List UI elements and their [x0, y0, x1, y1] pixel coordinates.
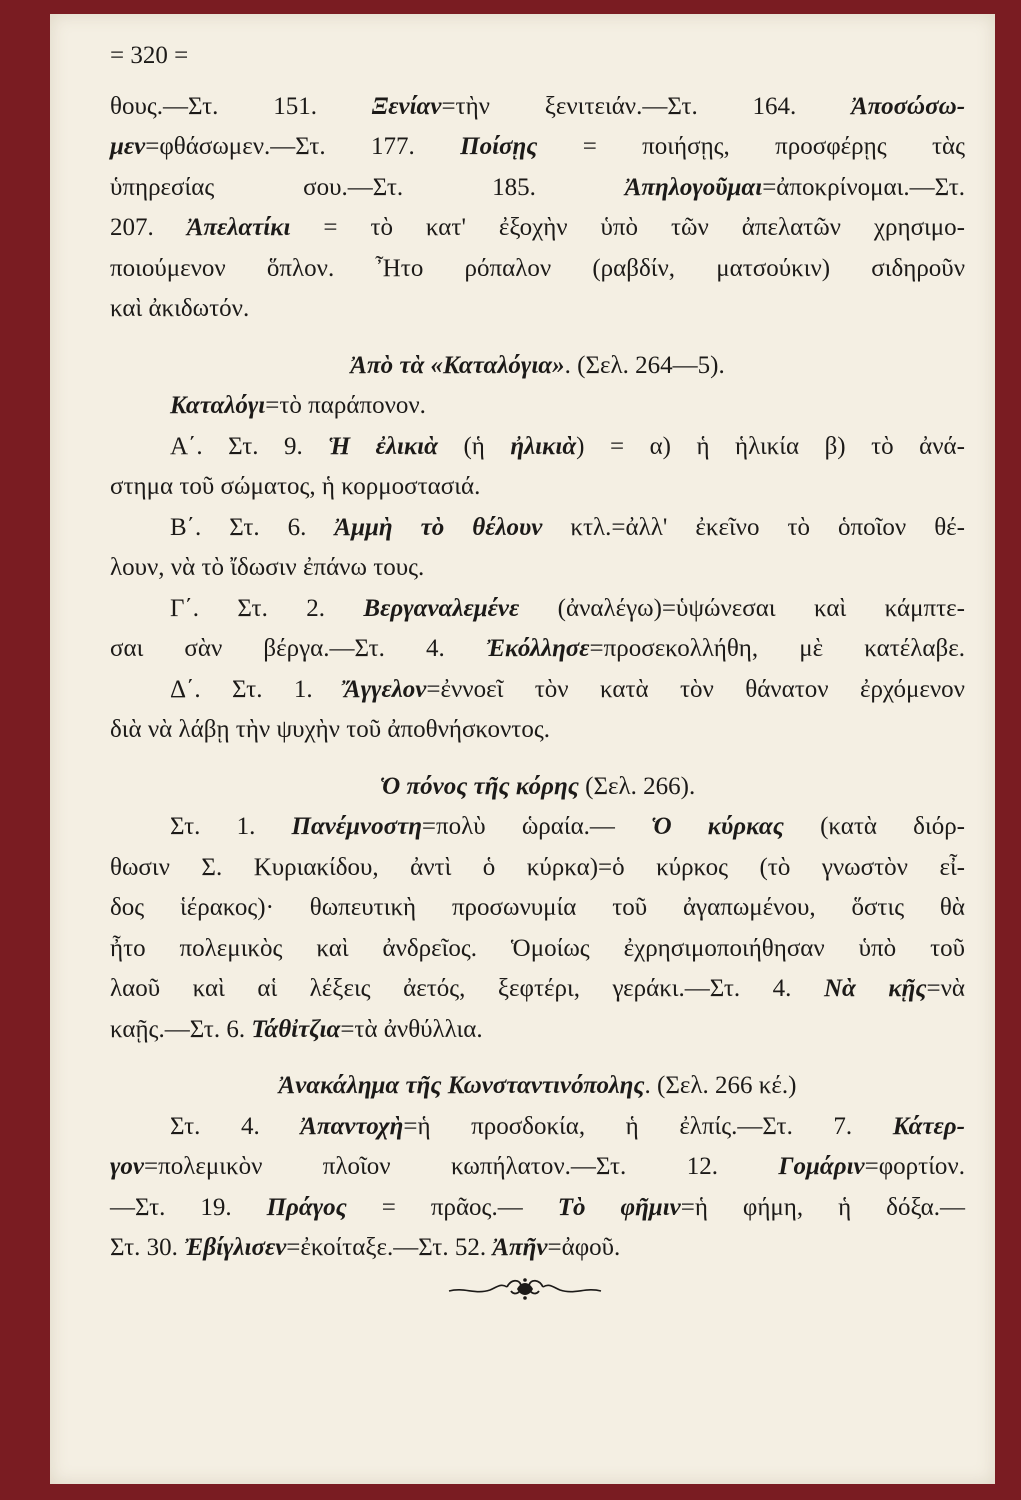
- line-text: λαοῦ καὶ αἱ λέξεις ἀετός, ξεφτέρι, γεράκι.—Στ. 4.: [110, 975, 824, 1002]
- line-text: = ποιήσῃς, προσφέρῃς τὰς: [537, 133, 966, 160]
- headword: Νὰ κῇς: [823, 975, 927, 1002]
- line-text: ) = α) ἡ ἡλικία β) τὸ ἀνά-: [576, 432, 965, 460]
- headword: Τὸ φῆμιν: [557, 1193, 681, 1221]
- text-line: [110, 1228, 965, 1269]
- text-line: [110, 87, 965, 128]
- line-text: =τὸ παράπονον.: [265, 392, 426, 419]
- text-line: [110, 1188, 965, 1229]
- text-line: [110, 1010, 965, 1051]
- line-text: θους.—Στ. 151.: [110, 92, 372, 120]
- line-text: =ἐννοεῖ τὸν κατὰ τὸν θάνατον ἐρχόμενον: [426, 675, 965, 703]
- text-line: [110, 629, 965, 670]
- headword: Ἀπελατίκι: [186, 214, 291, 241]
- text-line: [110, 888, 965, 929]
- headword: Ξενίαν: [371, 92, 442, 120]
- headword: Πανέμνοστη: [291, 813, 422, 840]
- headword: Γομάριν: [778, 1153, 865, 1180]
- headword: Ἀποσώσω-: [851, 92, 966, 120]
- page-number: = 320 =: [110, 42, 189, 69]
- text-line: [110, 929, 965, 970]
- headword: Ὁ κύρκας: [651, 813, 784, 840]
- line-text: κτλ.=ἀλλ' ἐκεῖνο τὸ ὁποῖον θέ-: [542, 513, 965, 541]
- line-text: (ἡ: [437, 432, 511, 460]
- text-line: [110, 548, 965, 589]
- text-line: [110, 289, 965, 330]
- line-text: =πολεμικὸν πλοῖον κωπήλατον.—Στ. 12.: [144, 1153, 779, 1180]
- text-line: [110, 969, 965, 1010]
- text-line: [110, 427, 965, 468]
- headword: Ἡ ἐλικιὰ: [328, 432, 438, 460]
- line-text: =νὰ: [926, 975, 965, 1002]
- line-text: =ἀποκρίνομαι.—Στ.: [762, 173, 965, 201]
- text-line: [110, 710, 965, 751]
- headword: Καταλόγι: [170, 392, 266, 419]
- text-lines: [110, 87, 965, 1269]
- line-text: στημα τοῦ σώματος, ἡ κορμοστασιά.: [110, 473, 481, 500]
- line-text: =τὰ ἀνθύλλια.: [340, 1015, 483, 1043]
- line-text: ποιούμενον ὅπλον. Ἦτο ρόπαλον (ραβδίν, ματσούκιν) σιδηροῦν: [110, 254, 965, 282]
- line-text: (κατὰ διόρ-: [783, 813, 965, 840]
- line-text: ὑπηρεσίας σου.—Στ. 185.: [110, 173, 625, 201]
- headword: Πράγος: [266, 1193, 347, 1221]
- line-text: ἦτο πολεμικὸς καὶ ἀνδρεῖος. Ὁμοίως ἐχρησιμοποιήθησαν ὑπὸ τοῦ: [110, 934, 965, 962]
- line-text: (ἀναλέγω)=ὑψώνεσαι καὶ κάμπτε-: [519, 594, 965, 622]
- text-line: [110, 208, 965, 249]
- line-text: θωσιν Σ. Κυριακίδου, ἀντὶ ὁ κύρκα)=ὁ κύρκος (τὸ γνωστὸν εἶ-: [110, 853, 965, 881]
- headword: Κάτερ-: [892, 1112, 965, 1140]
- text-line: [110, 670, 965, 711]
- headword: Ἐβίγλισεν: [184, 1234, 287, 1261]
- line-text: Στ. 30.: [110, 1234, 185, 1261]
- text-line: [110, 1107, 965, 1148]
- line-text: καῇς.—Στ. 6.: [110, 1015, 252, 1043]
- line-text: Β΄. Στ. 6.: [170, 513, 335, 541]
- headword: γον: [110, 1153, 144, 1180]
- line-text: λουν, νὰ τὸ ἴδωσιν ἐπάνω τους.: [110, 554, 425, 581]
- line-text: =ἀφοῦ.: [547, 1234, 621, 1261]
- headword: Ἄγγελον: [343, 675, 427, 703]
- page-text: [110, 36, 965, 1269]
- line-text: = τὸ κατ' ἐξοχὴν ὑπὸ τῶν ἀπελατῶν χρησιμο-: [290, 214, 965, 241]
- headword: Ὁ πόνος τῆς κόρης: [379, 772, 579, 800]
- line-text: Γ΄. Στ. 2.: [170, 594, 364, 622]
- text-line: [110, 467, 965, 508]
- headword: Ἀπῆν: [492, 1234, 548, 1261]
- text-line: [110, 1147, 965, 1188]
- text-line: [110, 767, 965, 808]
- text-line: [110, 168, 965, 209]
- line-text: σαι σὰν βέργα.—Στ. 4.: [110, 635, 486, 662]
- line-text: =ἐκοίταξε.—Στ. 52.: [286, 1234, 493, 1261]
- line-text: =ἡ προσδοκία, ἡ ἐλπίς.—Στ. 7.: [403, 1112, 893, 1140]
- headword: μεν: [110, 133, 146, 160]
- line-text: καὶ ἀκιδωτόν.: [110, 295, 250, 322]
- text-line: [110, 508, 965, 549]
- headword: Ἀπηλογοῦμαι: [624, 173, 763, 201]
- line-text: =πολὺ ὡραία.—: [421, 813, 652, 840]
- text-line: [110, 1066, 965, 1107]
- headword: Τάθἰτζια: [251, 1015, 341, 1043]
- headword: Ἐκόλλησε: [485, 635, 590, 662]
- text-line: [110, 346, 965, 387]
- text-line: [110, 386, 965, 427]
- line-text: 207.: [110, 214, 187, 241]
- line-text: δος ἱέρακος)· θωπευτικὴ προσωνυμία τοῦ ἀγαπωμένου, ὅστις θὰ: [110, 894, 965, 921]
- text-line: [110, 589, 965, 630]
- line-text: Στ. 1.: [170, 813, 292, 840]
- headword: ἠλικιὰ: [510, 432, 577, 460]
- line-text: . (Σελ. 266 κέ.): [644, 1072, 797, 1099]
- headword: Ἀμμὴ τὸ θέλουν: [334, 513, 543, 541]
- line-text: = πρᾶος.—: [346, 1193, 558, 1221]
- text-line: [110, 127, 965, 168]
- text-line: [110, 249, 965, 290]
- line-text: —Στ. 19.: [110, 1193, 267, 1221]
- text-line: [110, 807, 965, 848]
- headword: Βεργαναλεμένε: [363, 594, 520, 622]
- line-text: Στ. 4.: [170, 1112, 301, 1140]
- headword: Ποίσῃς: [460, 133, 538, 160]
- line-text: =τὴν ξενιτειάν.—Στ. 164.: [441, 92, 852, 120]
- line-text: Α΄. Στ. 9.: [170, 432, 329, 460]
- line-text: Δ΄. Στ. 1.: [170, 675, 344, 703]
- text-line: [110, 848, 965, 889]
- book-page: [50, 14, 995, 1484]
- line-text: (Σελ. 266).: [578, 772, 696, 800]
- line-text: =φορτίον.: [864, 1153, 965, 1180]
- headword: Ἀνακάλημα τῆς Κωνσταντινόπολης: [278, 1072, 645, 1099]
- line-text: =προσεκολλήθη, μὲ κατέλαβε.: [589, 635, 965, 662]
- fleuron-ornament-icon: [445, 1277, 605, 1301]
- headword: Ἀπαντοχὴ: [300, 1112, 404, 1140]
- line-text: διὰ νὰ λάβῃ τὴν ψυχὴν τοῦ ἀποθνήσκοντος.: [110, 716, 550, 743]
- headword: Ἀπὸ τὰ «Καταλόγια»: [350, 351, 565, 379]
- line-text: =ἡ φήμη, ἡ δόξα.—: [680, 1193, 966, 1221]
- line-text: . (Σελ. 264—5).: [564, 351, 725, 379]
- line-text: =φθάσωμεν.—Στ. 177.: [145, 133, 461, 160]
